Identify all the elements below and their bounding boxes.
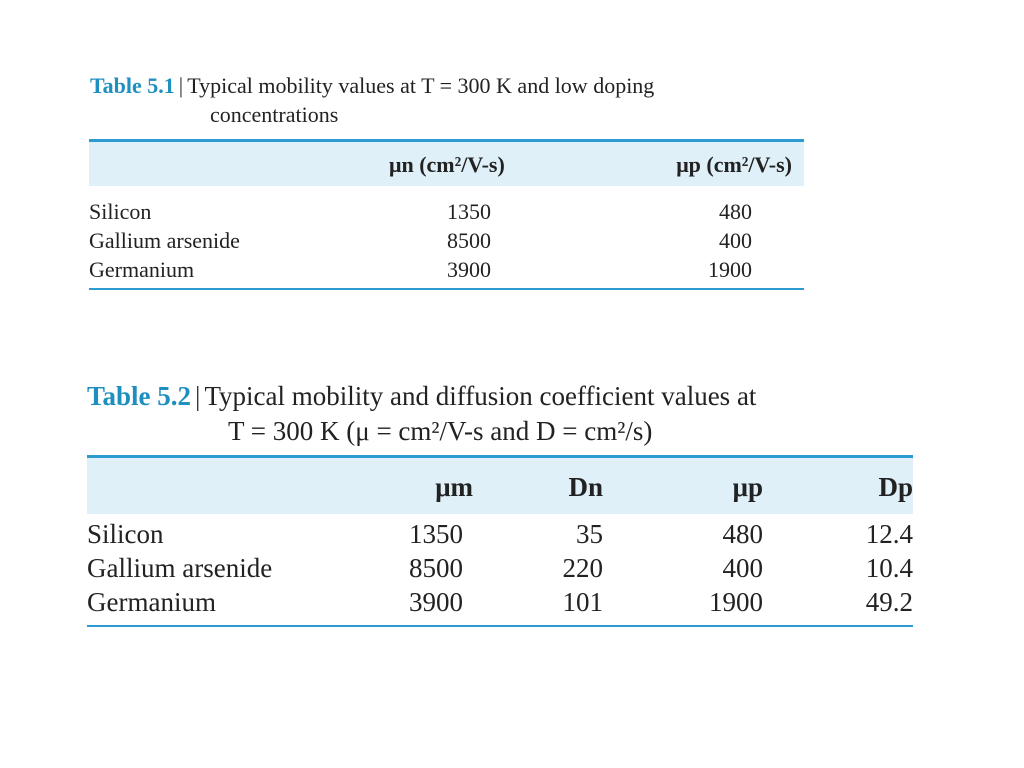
cell-mu-n: 1350	[409, 519, 463, 549]
cell-mu-n: 8500	[447, 228, 491, 253]
table-5-1-caption	[90, 73, 654, 128]
cell-mu-p: 1900	[708, 257, 752, 282]
cell-d-p: 49.2	[865, 587, 913, 617]
cell-mu-n: 3900	[409, 587, 463, 617]
header-d-p: Dp	[878, 472, 913, 502]
cell-material: Gallium arsenide	[87, 553, 273, 583]
cell-material: Silicon	[87, 519, 164, 549]
table-bottom-rule	[89, 288, 804, 290]
table-row	[89, 199, 804, 228]
table-header	[89, 139, 804, 186]
table-5-2-caption-line1: Typical mobility and diffusion coefficient values at	[204, 381, 757, 411]
cell-d-n: 101	[562, 587, 603, 617]
cell-d-n: 220	[562, 553, 603, 583]
header-mu-m: μm	[435, 472, 473, 502]
table-bottom-rule	[87, 625, 913, 627]
cell-material: Silicon	[89, 199, 152, 224]
caption-separator: |	[178, 73, 184, 98]
cell-mu-p: 480	[719, 199, 752, 224]
table-5-1-caption-line1: Typical mobility values at T = 300 K and low doping	[187, 73, 655, 98]
cell-mu-n: 8500	[409, 553, 463, 583]
cell-mu-p: 480	[722, 519, 763, 549]
cell-mu-n: 3900	[447, 257, 491, 282]
table-5-1-caption-line2: concentrations	[210, 102, 339, 128]
table-5-1-label: Table 5.1	[90, 73, 175, 98]
table-row	[87, 553, 913, 587]
caption-separator: |	[195, 381, 201, 411]
cell-mu-p: 1900	[709, 587, 763, 617]
cell-material: Gallium arsenide	[89, 228, 240, 253]
table-5-1	[89, 139, 804, 294]
cell-mu-p: 400	[719, 228, 752, 253]
cell-material: Germanium	[89, 257, 195, 282]
table-row	[87, 587, 913, 621]
cell-material: Germanium	[87, 587, 216, 617]
cell-mu-n: 1350	[447, 199, 491, 224]
table-5-2-caption-line2: T = 300 K (μ = cm²/V-s and D = cm²/s)	[228, 416, 653, 447]
header-mu-p: μp (cm²/V-s)	[676, 152, 792, 177]
table-row	[87, 519, 913, 553]
table-row	[89, 257, 804, 286]
header-mu-p: μp	[732, 472, 763, 502]
table-5-2-caption	[87, 381, 756, 447]
table-row	[89, 228, 804, 257]
cell-d-n: 35	[576, 519, 603, 549]
cell-mu-p: 400	[722, 553, 763, 583]
header-d-n: Dn	[568, 472, 603, 502]
cell-d-p: 10.4	[865, 553, 913, 583]
header-mu-n: μn (cm²/V-s)	[389, 152, 505, 177]
cell-d-p: 12.4	[865, 519, 913, 549]
table-header	[87, 455, 913, 514]
table-5-2	[87, 455, 913, 633]
table-5-2-label: Table 5.2	[87, 381, 192, 411]
